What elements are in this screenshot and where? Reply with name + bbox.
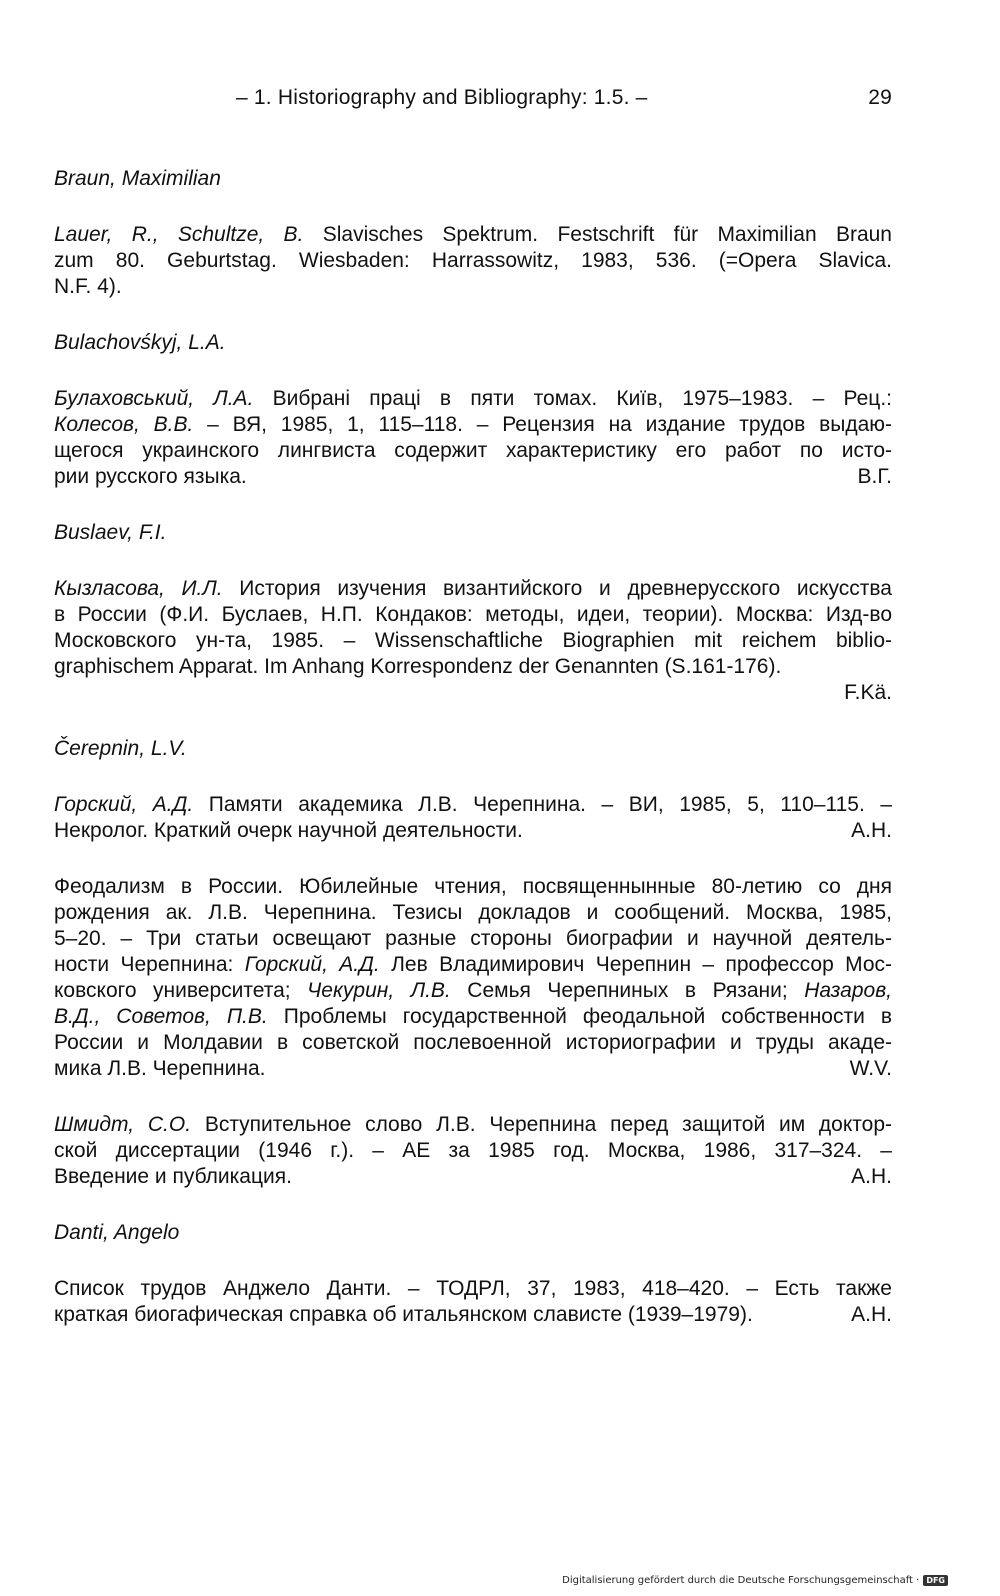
entry-author: Кызласова, И.Л. [54, 577, 223, 600]
reviewer-initials: А.Н. [851, 1303, 892, 1326]
entry-text: Введение и публикация. [54, 1165, 292, 1188]
entry-line [54, 386, 892, 412]
entry-text: ности Черепнина: [54, 953, 245, 976]
entry-line [54, 222, 892, 248]
entry-author: Булаховський, Л.А. [54, 387, 254, 410]
entry-line [54, 1112, 892, 1138]
running-head: – 1. Historiography and Bibliography: 1.5. – [236, 86, 648, 109]
entry-text: рии русского языка. [54, 465, 247, 488]
entry-line [54, 1302, 892, 1328]
page-number: 29 [868, 86, 892, 109]
entry-text: Вибрані праці в пяти томах. Київ, 1975–1983. – Рец.: [253, 387, 892, 410]
entry-line: ской диссертации (1946 г.). – АЕ за 1985 год. Москва, 1986, 317–324. – [54, 1139, 892, 1162]
entry-author: Горский, А.Д. [54, 793, 194, 816]
entry-line [54, 412, 892, 438]
entry-text: Проблемы государственной феодальной собственности в [267, 1005, 892, 1028]
entry-line: zum 80. Geburtstag. Wiesbaden: Harrassowitz, 1983, 536. (=Opera Slavica. [54, 249, 892, 272]
entry-line [54, 464, 892, 490]
section-heading-bulachovskyj: Bulachovśkyj, L.A. [54, 331, 226, 354]
entry-text: Вступительное слово Л.В. Черепнина перед защитой им доктор- [191, 1113, 892, 1136]
entry-author: Чекурин, Л.В. [307, 979, 451, 1002]
reviewer-initials: А.Н. [851, 819, 892, 842]
digitization-footer [562, 1575, 948, 1586]
entry-text: Некролог. Краткий очерк научной деятельности. [54, 819, 523, 842]
entry-line [54, 792, 892, 818]
entry-text: История изучения византийского и древнерусского искусства [222, 577, 892, 600]
entry-line: России и Молдавии в советской послевоенной историографии и труды акаде- [54, 1031, 892, 1054]
bibliography-entry [54, 576, 892, 706]
bibliography-entry [54, 1112, 892, 1190]
entry-line [54, 978, 892, 1004]
entry-text: Семья Черепниных в Рязани; [450, 979, 805, 1002]
entry-line: щегося украинского лингвиста содержит характеристику его работ по исто- [54, 439, 892, 462]
bibliography-entry [54, 792, 892, 844]
reviewer-initials: А.Н. [851, 1165, 892, 1188]
entry-text: мика Л.В. Черепнина. [54, 1057, 266, 1080]
entry-text: ковского университета; [54, 979, 308, 1002]
entry-author: Назаров, [804, 979, 893, 1002]
entry-line [54, 818, 892, 844]
entry-line: 5–20. – Три статьи освещают разные стороны биографии и научной деятель- [54, 927, 892, 950]
reviewer-initials: W.V. [849, 1057, 892, 1080]
page-body [54, 166, 892, 1358]
section-heading-braun: Braun, Maximilian [54, 167, 221, 190]
section-heading-buslaev: Buslaev, F.I. [54, 521, 167, 544]
reviewer-initials: F.Kä. [844, 681, 892, 704]
entry-author: Горский, А.Д. [244, 953, 380, 976]
dfg-logo: DFG [923, 1575, 948, 1586]
entry-line: Московского ун-та, 1985. – Wissenschaftliche Biographien mit reichem biblio- [54, 629, 892, 652]
bibliography-entry [54, 1276, 892, 1328]
footer-text: Digitalisierung gefördert durch die Deutsche Forschungsgemeinschaft · [562, 1575, 920, 1586]
bibliography-entry [54, 222, 892, 300]
entry-text: – ВЯ, 1985, 1, 115–118. – Рецензия на издание трудов выдаю- [193, 413, 892, 436]
entry-line [54, 1164, 892, 1190]
entry-line [54, 1056, 892, 1082]
entry-author: В.Д., Советов, П.В. [54, 1005, 268, 1028]
entry-author: Шмидт, С.О. [54, 1113, 192, 1136]
entry-text: Лев Владимирович Черепнин – профессор Мос- [379, 953, 893, 976]
section-heading-danti: Danti, Angelo [54, 1221, 180, 1244]
section-heading-cerepnin: Čerepnin, L.V. [54, 737, 187, 760]
entry-text: Slavisches Spektrum. Festschrift für Maximilian Braun [303, 223, 892, 246]
entry-line [54, 1004, 892, 1030]
reviewer-initials: В.Г. [857, 465, 892, 488]
entry-line: в России (Ф.И. Буслаев, Н.П. Кондаков: методы, идеи, теории). Москва: Изд-во [54, 603, 892, 626]
entry-line: N.F. 4). [54, 275, 122, 298]
entry-author: Колесов, В.В. [54, 413, 194, 436]
entry-line: graphischem Apparat. Im Anhang Korrespondenz der Genannten (S.161-176). [54, 655, 782, 678]
entry-line [54, 952, 892, 978]
entry-text: Памяти академика Л.В. Черепнина. – ВИ, 1985, 5, 110–115. – [193, 793, 892, 816]
entry-line: Феодализм в России. Юбилейные чтения, посвященнынные 80-летию со дня [54, 875, 892, 898]
entry-line: рождения ак. Л.В. Черепнина. Тезисы докладов и сообщений. Москва, 1985, [54, 901, 892, 924]
entry-line: Список трудов Анджело Данти. – ТОДРЛ, 37, 1983, 418–420. – Есть также [54, 1277, 892, 1300]
bibliography-entry [54, 386, 892, 490]
bibliography-entry [54, 874, 892, 1082]
entry-line [54, 576, 892, 602]
entry-text: краткая биогафическая справка об итальянском слависте (1939–1979). [54, 1303, 753, 1326]
entry-author: Lauer, R., Schultze, B. [54, 223, 304, 246]
